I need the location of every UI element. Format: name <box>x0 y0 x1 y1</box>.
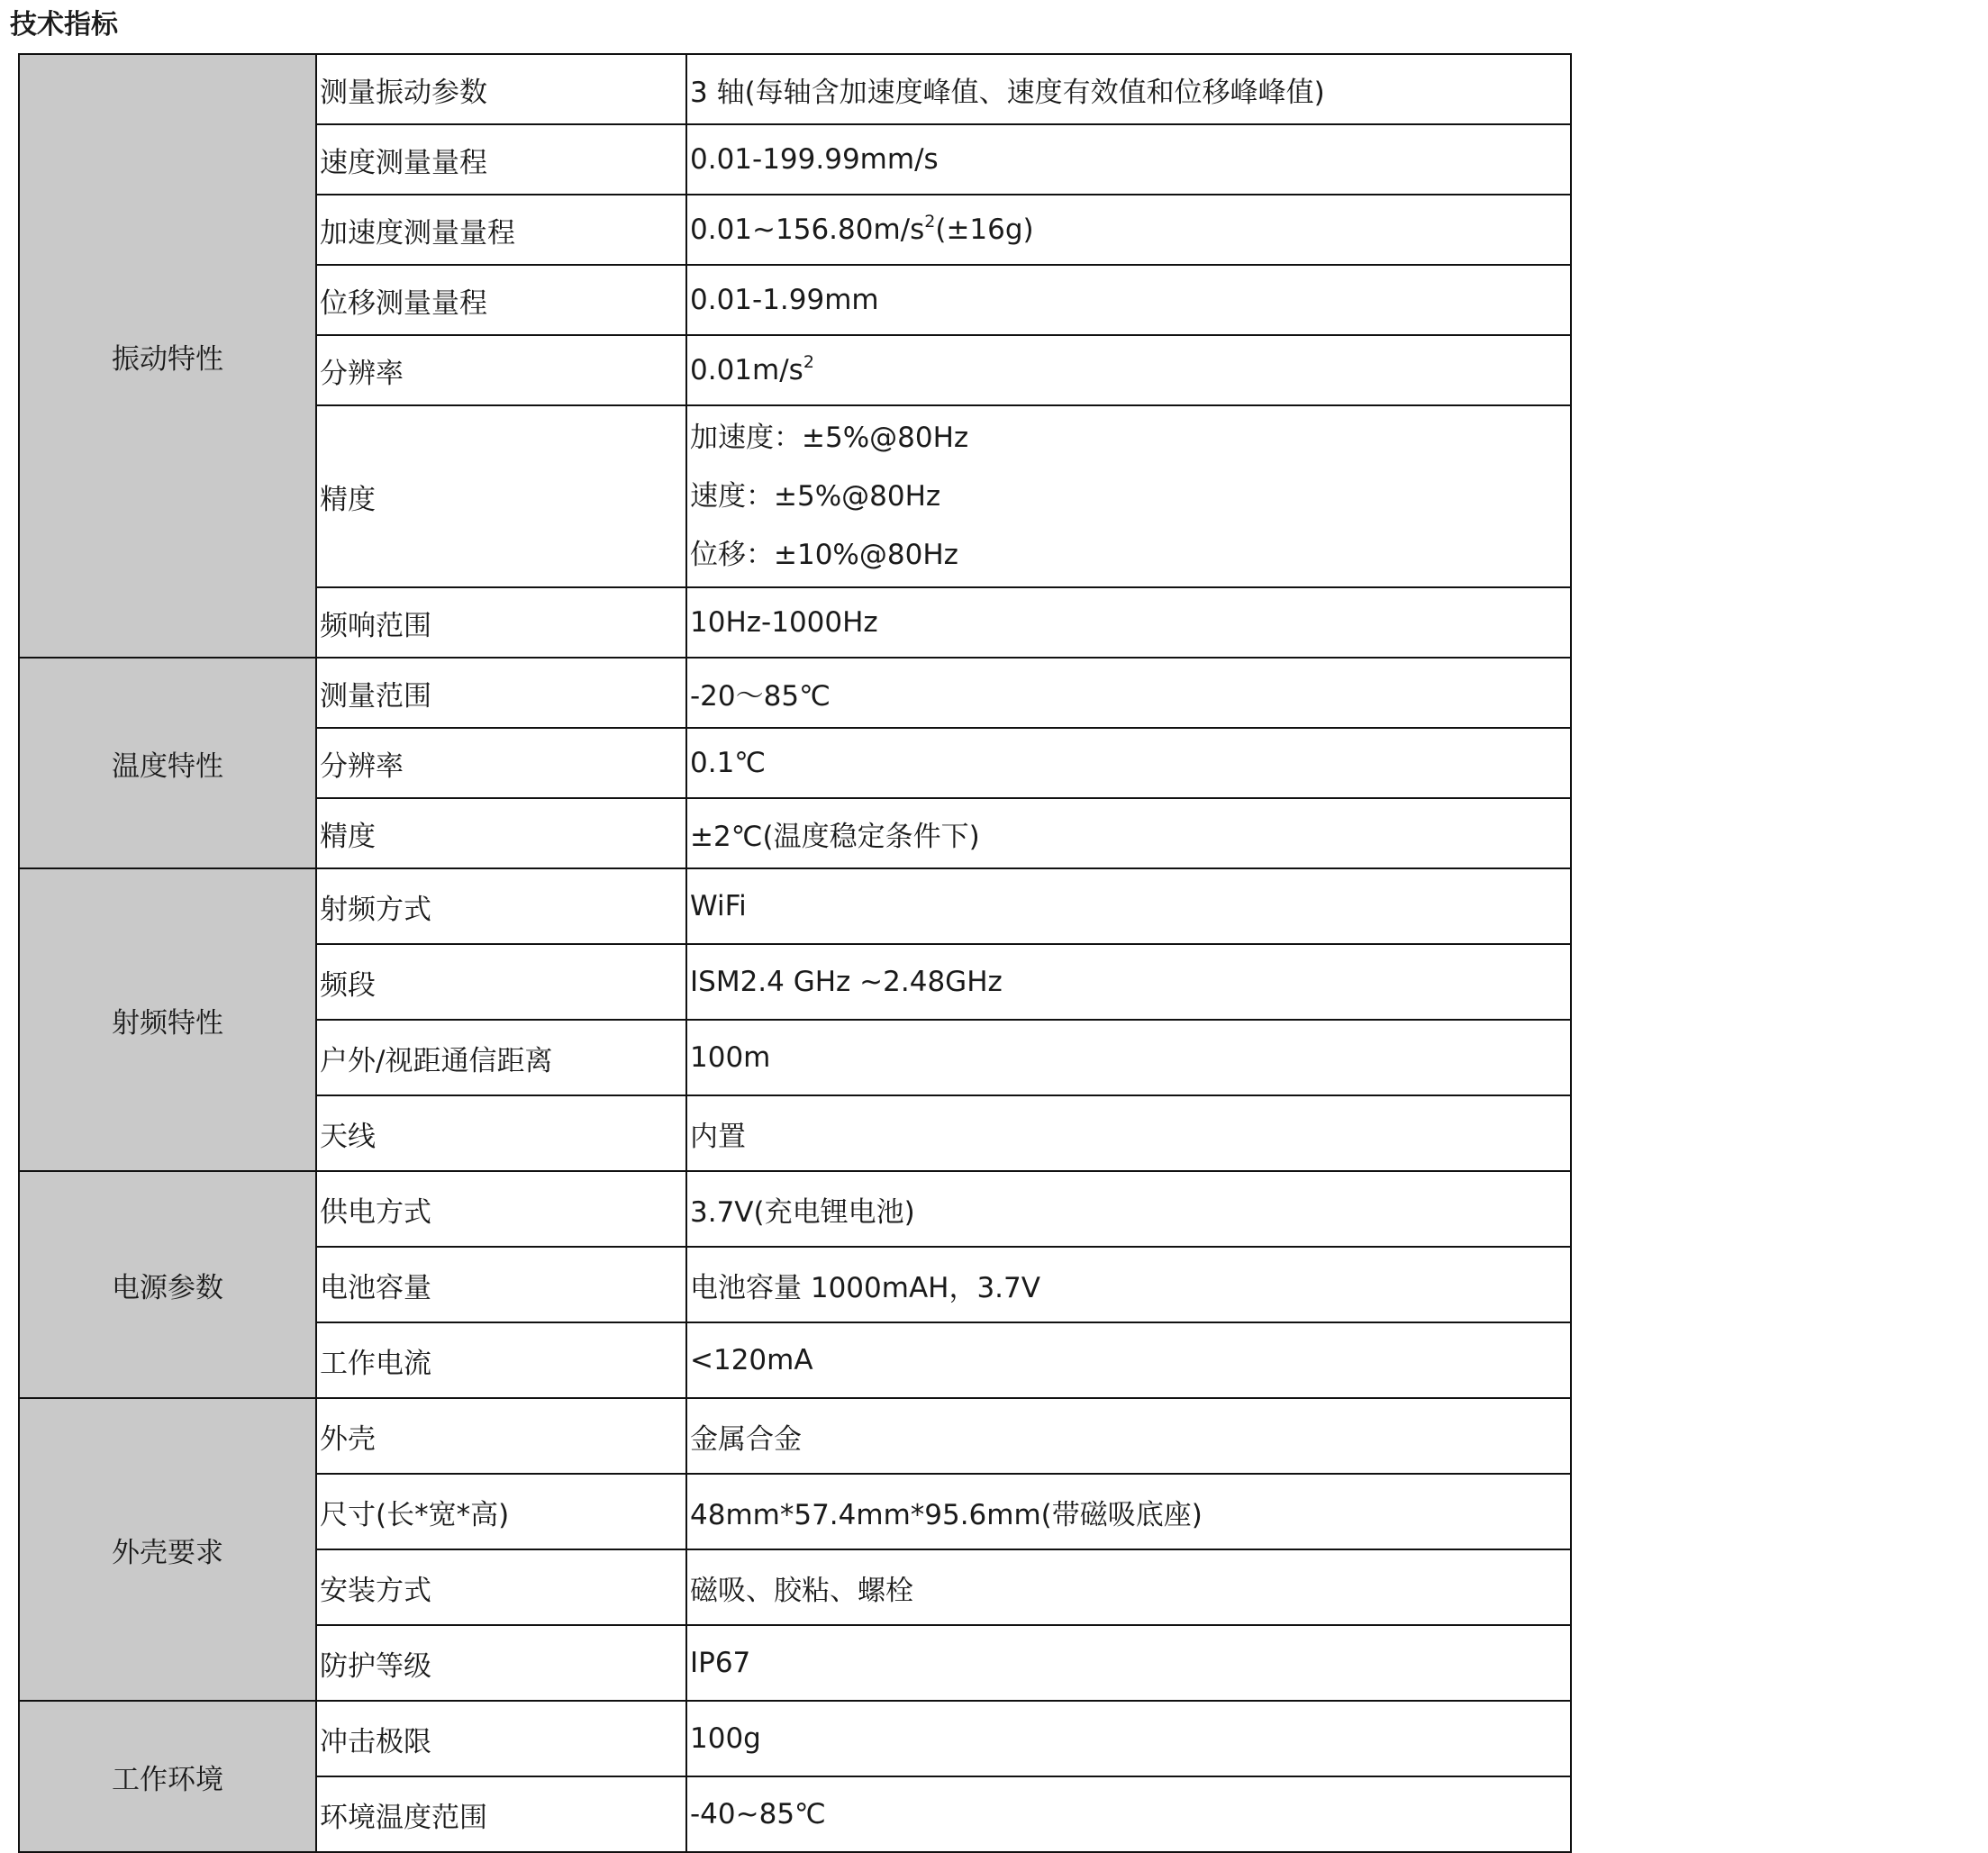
param-cell: 天线 <box>316 1095 686 1171</box>
value-cell: 10Hz-1000Hz <box>686 587 1571 658</box>
value-cell: <120mA <box>686 1322 1571 1398</box>
value-line: 位移：±10%@80Hz <box>690 538 958 571</box>
category-cell: 温度特性 <box>19 658 316 868</box>
param-cell: 测量振动参数 <box>316 54 686 124</box>
spec-table <box>18 53 1572 1853</box>
value-cell: 100g <box>686 1701 1571 1776</box>
category-cell: 振动特性 <box>19 54 316 658</box>
table-row <box>19 1171 1571 1247</box>
param-cell: 频段 <box>316 944 686 1020</box>
value-cell: 48mm*57.4mm*95.6mm(带磁吸底座) <box>686 1474 1571 1549</box>
param-cell: 户外/视距通信距离 <box>316 1020 686 1095</box>
param-cell: 精度 <box>316 405 686 587</box>
param-cell: 电池容量 <box>316 1247 686 1322</box>
value-line: 加速度：±5%@80Hz <box>690 421 969 454</box>
param-cell: 安装方式 <box>316 1549 686 1625</box>
param-cell: 冲击极限 <box>316 1701 686 1776</box>
value-cell <box>686 195 1571 265</box>
value-cell: WiFi <box>686 868 1571 944</box>
category-cell: 工作环境 <box>19 1701 316 1852</box>
superscript: 2 <box>803 352 814 372</box>
param-cell: 防护等级 <box>316 1625 686 1701</box>
param-cell: 供电方式 <box>316 1171 686 1247</box>
param-cell: 外壳 <box>316 1398 686 1474</box>
value-cell: 内置 <box>686 1095 1571 1171</box>
value-cell: IP67 <box>686 1625 1571 1701</box>
value-cell: ISM2.4 GHz ~2.48GHz <box>686 944 1571 1020</box>
value-cell: 电池容量 1000mAH，3.7V <box>686 1247 1571 1322</box>
param-cell: 精度 <box>316 798 686 868</box>
value-cell: ±2℃(温度稳定条件下) <box>686 798 1571 868</box>
param-cell: 分辨率 <box>316 728 686 798</box>
param-cell: 尺寸(长*宽*高) <box>316 1474 686 1549</box>
value-cell: 金属合金 <box>686 1398 1571 1474</box>
param-cell: 分辨率 <box>316 335 686 405</box>
category-cell: 电源参数 <box>19 1171 316 1398</box>
value-cell: -40~85℃ <box>686 1776 1571 1852</box>
value-cell: 3 轴(每轴含加速度峰值、速度有效值和位移峰峰值) <box>686 54 1571 124</box>
value-cell <box>686 335 1571 405</box>
value-cell: 磁吸、胶粘、螺栓 <box>686 1549 1571 1625</box>
param-cell: 位移测量量程 <box>316 265 686 335</box>
param-cell: 加速度测量量程 <box>316 195 686 265</box>
param-cell: 频响范围 <box>316 587 686 658</box>
value-cell: 3.7V(充电锂电池) <box>686 1171 1571 1247</box>
value-text-suffix: (±16g) <box>935 213 1034 246</box>
value-cell <box>686 405 1571 587</box>
superscript: 2 <box>924 212 936 232</box>
page-title: 技术指标 <box>10 9 118 41</box>
value-text: 0.01~156.80m/s <box>690 213 925 246</box>
value-cell: -20～85℃ <box>686 658 1571 728</box>
param-cell: 测量范围 <box>316 658 686 728</box>
value-text: 0.01m/s <box>690 354 803 386</box>
param-cell: 工作电流 <box>316 1322 686 1398</box>
value-cell: 0.1℃ <box>686 728 1571 798</box>
table-row <box>19 54 1571 124</box>
param-cell: 射频方式 <box>316 868 686 944</box>
category-cell: 射频特性 <box>19 868 316 1171</box>
table-row <box>19 1701 1571 1776</box>
table-row <box>19 658 1571 728</box>
table-row <box>19 1398 1571 1474</box>
table-row <box>19 868 1571 944</box>
param-cell: 环境温度范围 <box>316 1776 686 1852</box>
value-cell: 0.01-1.99mm <box>686 265 1571 335</box>
category-cell: 外壳要求 <box>19 1398 316 1701</box>
value-line: 速度：±5%@80Hz <box>690 479 941 513</box>
value-cell: 0.01-199.99mm/s <box>686 124 1571 195</box>
param-cell: 速度测量量程 <box>316 124 686 195</box>
value-cell: 100m <box>686 1020 1571 1095</box>
